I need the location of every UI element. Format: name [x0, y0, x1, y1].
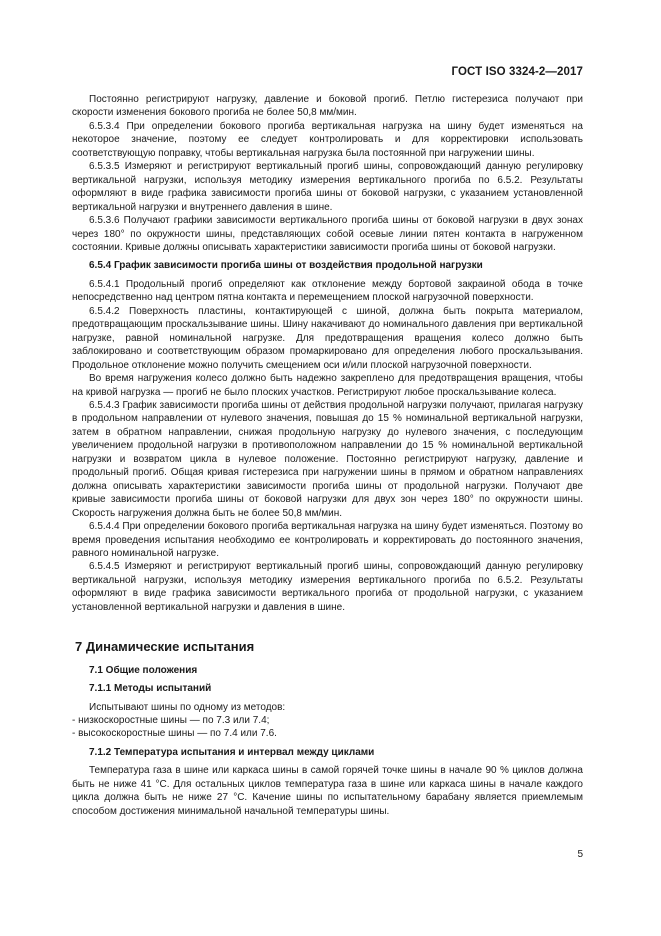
- paragraph-6-5-4-5: 6.5.4.5 Измеряют и регистрируют вертикальный прогиб шины, сопровождающий данную регулировку вертикальной нагрузки, используя методику измерения вертикального прогиба по 6.5.2. Результаты оформляют в виде графика зависимости вертикального прогиба от продольной нагрузки, с указанием установленной вертикальной нагрузки и давления в шине.: [72, 561, 583, 613]
- paragraph-6-5-4-3: 6.5.4.3 График зависимости прогиба шины от действия продольной нагрузки получают, прилагая нагрузку в продольном направлении от нулевого значения, повышая до 15 % номинальной вертикальной нагрузки, затем в обратном направлении, снижая продольную нагрузку до нулевого значения, с последующим увеличением продольной нагрузки в противоположном направлении до 15 % номинальной вертикальной нагрузки и возвратом цикла в нулевое положение. Постоянно регистрируют нагрузку, давление и продольный прогиб. Общая кривая гистерезиса при нагружении шины в прямом и обратном направлениях должна описывать характеристики зависимости прогиба шины от продольной нагрузки. Получают две кривые зависимости прогиба шины от боковой нагрузки для двух зон через 180° по окружности шины. Скорость нагружения должна быть не более 50,8 мм/мин.: [72, 399, 583, 519]
- paragraph-6-5-4-1: 6.5.4.1 Продольный прогиб определяют как отклонение между бортовой закраиной обода в точке непосредственно над центром пятна контакта и перемещением плоской нагрузочной поверхности.: [72, 278, 583, 304]
- heading-7-1-1: 7.1.1 Методы испытаний: [89, 683, 212, 695]
- list-item: - высокоскоростные шины — по 7.4 или 7.6.: [72, 728, 277, 740]
- section-heading-7: 7 Динамические испытания: [75, 639, 255, 655]
- paragraph: Температура газа в шине или каркаса шины в самой горячей точке шины в начале 90 % циклов должна быть не ниже 41 °С. Для остальных циклов температура газа в шине или каркаса шины в начале каждого цикла должна быть не ниже 27 °С. Качение шины по испытательному барабану является приемлемым способом достижения минимальной начальной температуры шины.: [72, 765, 583, 817]
- paragraph: Во время нагружения колесо должно быть надежно закреплено для предотвращения вращения, чтобы на кривой нагрузка — прогиб не было плоских участков. Регистрируют любое проскальзывание колеса.: [72, 373, 583, 398]
- page-number: 5: [577, 849, 583, 860]
- paragraph: Испытывают шины по одному из методов:: [89, 701, 286, 713]
- list-item: - низкоскоростные шины — по 7.3 или 7.4;: [72, 715, 270, 727]
- paragraph-6-5-3-5: 6.5.3.5 Измеряют и регистрируют вертикальный прогиб шины, сопровождающий данную регулировку вертикальной нагрузки, используя методику измерения вертикального прогиба по 6.5.2. Результаты оформляют в виде графика зависимости прогиба шины от боковой нагрузки, с указанием установленной вертикальной нагрузки и внутреннего давления в шине.: [72, 161, 583, 213]
- paragraph-6-5-4-2: 6.5.4.2 Поверхность пластины, контактирующей с шиной, должна быть покрыта материалом, предотвращающим проскальзывание шины. Шину накачивают до номинального давления при вертикальной нагрузке, равной номинальной нагрузке. Для предотвращения вращения колесо должно быть заблокировано и соответствующим образом промаркировано для определения любого проскальзывания. Продольное отклонение можно получить смещением оси и/или плоской нагрузочной поверхности.: [72, 305, 583, 371]
- heading-7-1-2: 7.1.2 Температура испытания и интервал между циклами: [89, 746, 375, 758]
- paragraph-6-5-4-4: 6.5.4.4 При определении бокового прогиба вертикальная нагрузка на шину будет изменяться. Поэтому во время проведения испытания необходимо ее контролировать и корректировать до постоянного значения, равного номинальной нагрузке.: [72, 521, 583, 559]
- document-body: [72, 93, 583, 818]
- document-header: ГОСТ ISO 3324-2—2017: [451, 66, 583, 78]
- paragraph-6-5-3-4: 6.5.3.4 При определении бокового прогиба вертикальная нагрузка на шину будет изменяться на некоторое значение, поэтому ее следует контролировать и для корректировки использовать соответствующую поправку, чтобы вертикальная нагрузка была постоянной при нагружении шины.: [72, 120, 583, 159]
- paragraph: Постоянно регистрируют нагрузку, давление и боковой прогиб. Петлю гистерезиса получают при скорости изменения бокового прогиба не более 50,8 мм/мин.: [72, 94, 583, 119]
- heading-7-1: 7.1 Общие положения: [89, 664, 198, 676]
- heading-6-5-4: 6.5.4 График зависимости прогиба шины от воздействия продольной нагрузки: [89, 260, 483, 272]
- paragraph-6-5-3-6: 6.5.3.6 Получают графики зависимости вертикального прогиба шины от боковой нагрузки в двух зонах через 180° по окружности шины, представляющих собой осевые линии пятен контакта в нагруженном состоянии. Кривые должны описывать характеристики зависимости прогиба шины от боковой нагрузки.: [72, 215, 583, 253]
